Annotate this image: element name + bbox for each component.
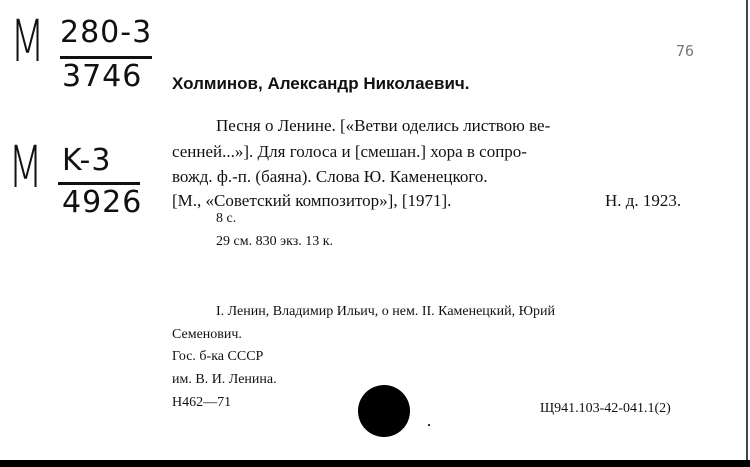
- handwritten-code-top: 280-3: [60, 15, 153, 50]
- card-bottom-edge: [0, 460, 750, 467]
- author-heading: Холминов, Александр Николаевич.: [172, 74, 470, 93]
- tracings-line-1: I. Ленин, Владимир Ильич, о нем. II. Каменецкий, Юрий: [216, 304, 555, 319]
- punch-hole: [358, 385, 410, 437]
- description-line-3: вожд. ф.-п. (баяна). Слова Ю. Каменецкого.: [172, 167, 488, 186]
- pages: 8 с.: [216, 211, 237, 226]
- inventory-number: Н462—71: [172, 395, 232, 410]
- price-note: Н. д. 1923.: [605, 191, 682, 210]
- library-name-2: им. В. И. Ленина.: [172, 372, 277, 387]
- physical-description: 29 см. 830 экз. 13 к.: [216, 234, 334, 249]
- card-right-edge: [746, 0, 748, 467]
- corner-mark: 76: [676, 42, 695, 60]
- handwritten-number-bottom: 4926: [62, 185, 143, 220]
- shelfmark: Щ941.103-42-041.1(2): [540, 401, 671, 416]
- handwritten-number-top: 3746: [62, 59, 143, 94]
- handwritten-code-bottom: K-3: [62, 143, 112, 178]
- handwritten-m-top: M: [10, 7, 46, 75]
- handwritten-m-bottom: M: [8, 133, 44, 201]
- library-name: Гос. б-ка СССР: [172, 349, 264, 364]
- description-line-1: Песня о Ленине. [«Ветви оделись листвою ве-: [216, 116, 551, 135]
- speck: [428, 424, 430, 426]
- tracings-line-2: Семенович.: [172, 327, 242, 342]
- description-line-2: сенней...»]. Для голоса и [смешан.] хора в сопро-: [172, 142, 527, 161]
- description-line-4: [М., «Советский композитор»], [1971].: [172, 191, 452, 210]
